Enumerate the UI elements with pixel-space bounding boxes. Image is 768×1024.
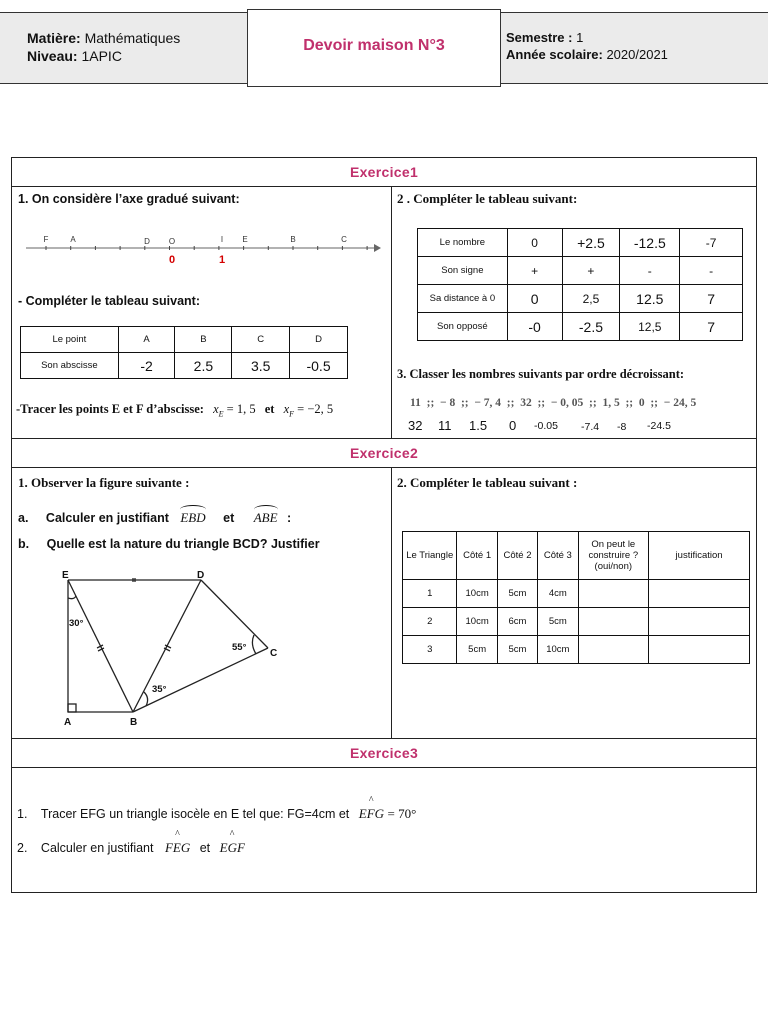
item2-number: 2. [17, 841, 28, 855]
ex3-item2 [17, 829, 245, 856]
table-cell: 4cm [538, 580, 578, 608]
ex1-trace [16, 402, 333, 419]
table-cell: 0 [507, 229, 562, 257]
angle-label-55: 55° [232, 642, 247, 653]
table-header-cell: Le point [21, 327, 119, 353]
axis-arrow [374, 244, 381, 252]
table-header-cell: B [175, 327, 232, 353]
table-cell: 2,5 [562, 285, 620, 313]
angle-arc-E [68, 596, 76, 599]
column-divider [391, 467, 392, 738]
table-cell [578, 636, 649, 664]
matiere-label: Matière: [27, 30, 81, 46]
table-row-label: Son opposé [418, 313, 508, 341]
table-cell: 5cm [538, 608, 578, 636]
header-matiere [27, 30, 180, 46]
number-axis [26, 228, 382, 268]
qa-prefix: a. [18, 511, 29, 525]
table-row-label: Son abscisse [21, 353, 119, 379]
exercise3-title: Exercice3 [349, 745, 419, 761]
item2-et: et [199, 841, 211, 855]
axis-label-D: D [144, 237, 150, 246]
table-cell [649, 608, 750, 636]
table-cell: -12.5 [620, 229, 680, 257]
table-cell: 7 [680, 285, 743, 313]
ex3-item1 [17, 795, 417, 822]
semestre-value: 1 [576, 30, 584, 45]
table-cell: + [507, 257, 562, 285]
header-niveau [27, 48, 122, 64]
point-label-A: A [64, 717, 72, 728]
qa-et: et [223, 511, 235, 525]
angle-egf: EGF ^ [219, 829, 245, 855]
answer-item: -24.5 [647, 420, 671, 432]
triangle-figure [58, 568, 288, 728]
divider [11, 438, 757, 439]
niveau-value: 1APIC [81, 48, 122, 64]
qa-colon: : [287, 511, 292, 525]
qb-prefix: b. [18, 537, 30, 551]
abscissa-table [20, 326, 348, 379]
table-cell: -2.5 [562, 313, 620, 341]
table-cell: 2 [403, 608, 457, 636]
axis-label-F: F [43, 235, 49, 244]
axis-label-I: I [220, 235, 224, 244]
axis-point-labels [44, 235, 348, 246]
axis-label-B: B [290, 235, 296, 244]
divider [11, 467, 757, 468]
answer-item: -8 [617, 421, 627, 433]
angle-arc-C [252, 635, 256, 654]
column-divider [391, 186, 392, 438]
table-header-cell: Côté 2 [497, 532, 537, 580]
trace-et: et [264, 402, 275, 416]
axis-label-O: O [168, 237, 176, 246]
trace-xe: $x_E = 1$, 5 [213, 402, 256, 419]
annee-label: Année scolaire: [506, 47, 603, 62]
hat-mark: ^ [175, 829, 180, 840]
qb-text: Quelle est la nature du triangle BCD? Justifier [46, 537, 320, 551]
table-cell: 0 [507, 285, 562, 313]
table-cell: 3.5 [232, 353, 290, 379]
annee-value: 2020/2021 [606, 47, 668, 62]
page-title: Devoir maison N°3 [303, 37, 445, 54]
answer-item: 11 [438, 418, 452, 433]
table-cell: 3 [403, 636, 457, 664]
exercise1-title: Exercice1 [349, 164, 419, 180]
ex2-question-b [18, 537, 320, 551]
table-cell: 5cm [497, 636, 537, 664]
arc-ebd: EBD [180, 510, 206, 525]
niveau-label: Niveau: [27, 48, 78, 64]
divider [11, 738, 757, 739]
right-angle-mark [68, 704, 76, 712]
table-cell: 6cm [497, 608, 537, 636]
numbers-table [417, 228, 743, 341]
item1-value: = 70° [387, 806, 417, 821]
answer-item: 0 [509, 418, 517, 433]
divider [11, 186, 757, 187]
answer-item: -0.05 [534, 420, 558, 432]
angle-efg: EFG ^ [358, 795, 385, 821]
axis-label-E: E [242, 235, 248, 244]
arc-abe: ABE [253, 510, 278, 525]
ex2-question-a [18, 510, 291, 526]
table-cell [649, 580, 750, 608]
table-header-cell: Côté 3 [538, 532, 578, 580]
header-annee [506, 47, 668, 62]
table-cell [649, 636, 750, 664]
table-header-cell: C [232, 327, 290, 353]
answer-item: -7.4 [581, 421, 600, 433]
segment-DC [201, 580, 268, 648]
angle-label-30: 30° [69, 618, 84, 629]
table-cell: - [680, 257, 743, 285]
qa-text: Calculer en justifiant [45, 511, 169, 525]
point-label-B: B [130, 717, 138, 728]
table-cell: -2 [118, 353, 175, 379]
point-label-C: C [270, 648, 278, 659]
table-header-cell: A [118, 327, 175, 353]
point-label-D: D [197, 570, 205, 581]
table-cell: 12.5 [620, 285, 680, 313]
axis-label-C: C [341, 235, 347, 244]
angle-label-35: 35° [152, 684, 167, 695]
table-cell: 10cm [457, 608, 497, 636]
triangle-table [402, 531, 750, 664]
table-cell: 12,5 [620, 313, 680, 341]
table-cell: 10cm [457, 580, 497, 608]
semestre-label: Semestre : [506, 30, 573, 45]
hat-mark: ^ [229, 829, 235, 840]
table-cell: 5cm [497, 580, 537, 608]
item2-text: Calculer en justifiant [40, 841, 154, 855]
axis-number-1: 1 [218, 254, 226, 266]
divider [11, 767, 757, 768]
axis-label-A: A [70, 235, 76, 244]
table-cell: 5cm [457, 636, 497, 664]
ex1-question1: 1. On considère l’axe gradué suivant: [18, 192, 240, 206]
table-header-cell: justification [649, 532, 750, 580]
table-cell: + [562, 257, 620, 285]
answer-item: 32 [408, 418, 423, 433]
table-cell: -7 [680, 229, 743, 257]
header-semestre [506, 30, 583, 45]
trace-xf: $x_F = -2$, 5 [283, 402, 334, 419]
segment-BC [133, 648, 268, 712]
ex1-question3: 3. Classer les nombres suivants par ordre décroissant: [397, 367, 685, 381]
table-cell [578, 608, 649, 636]
table-cell: 10cm [538, 636, 578, 664]
point-label-E: E [62, 570, 69, 581]
angle-feg: FEG ^ [164, 829, 191, 855]
table-header-cell: D [290, 327, 348, 353]
table-cell: - [620, 257, 680, 285]
table-cell: 2.5 [175, 353, 232, 379]
ex1-question2: 2 . Compléter le tableau suivant: [397, 191, 578, 206]
ex1-complete-label: - Compléter le tableau suivant: [18, 294, 200, 308]
sorted-answers [408, 418, 738, 434]
hat-mark: ^ [368, 795, 374, 806]
ex2-question2: 2. Compléter le tableau suivant : [397, 475, 578, 490]
table-cell: 7 [680, 313, 743, 341]
table-cell: -0.5 [290, 353, 348, 379]
axis-number-0: 0 [168, 254, 176, 266]
exercise2-title: Exercice2 [349, 445, 419, 461]
trace-text: -Tracer les points E et F d’abscisse: [16, 402, 204, 416]
answer-item: 1.5 [469, 418, 488, 433]
table-row-label: Sa distance à 0 [418, 285, 508, 313]
table-row-label: Le nombre [418, 229, 508, 257]
table-header-cell: Côté 1 [457, 532, 497, 580]
angle-arc-B [144, 692, 148, 706]
table-header-cell: On peut le construire ? (oui/non) [578, 532, 649, 580]
numbers-to-sort: 11 ;; − 8 ;; − 7, 4 ;; 32 ;; − 0, 05 ;; 1, 5 ;; 0 ;; − 24, 5 [410, 397, 697, 409]
matiere-value: Mathématiques [84, 30, 181, 46]
table-cell: 1 [403, 580, 457, 608]
table-header-cell: Le Triangle [403, 532, 457, 580]
ex2-question1: 1. Observer la figure suivante : [18, 475, 190, 490]
item1-number: 1. [17, 807, 28, 821]
item1-text: Tracer EFG un triangle isocèle en E tel que: FG=4cm et [40, 807, 350, 821]
table-cell [578, 580, 649, 608]
table-cell: +2.5 [562, 229, 620, 257]
table-row-label: Son signe [418, 257, 508, 285]
table-cell: -0 [507, 313, 562, 341]
